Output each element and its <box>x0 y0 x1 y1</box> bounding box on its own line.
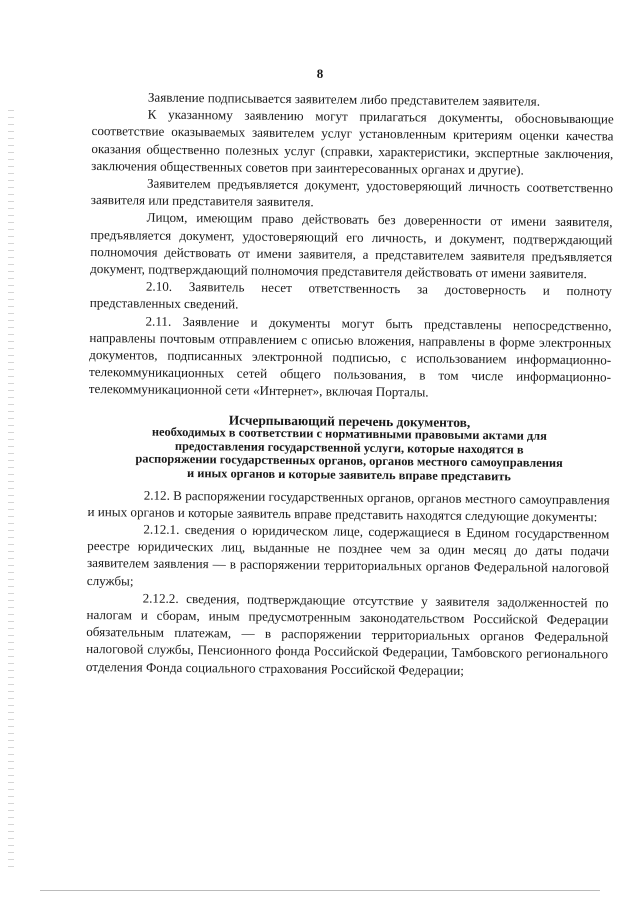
scan-margin-artifact <box>8 110 14 870</box>
paragraph: 2.10. Заявитель несет ответственность за достоверность и полноту представленных сведений. <box>89 278 612 312</box>
paragraph: 2.11. Заявление и документы могут быть представлены непосредственно, направлены почтовым отправлением с описью вложения, направлены в форме электронных документов, подписанных электронной подписью, с использованием информационно-телекоммуникационных сетей общего пользования, в том числе информационно-телекоммуникационной сети «Интернет», включая Порталы. <box>88 313 612 400</box>
heading-line: Исчерпывающий перечень документов, <box>228 412 471 430</box>
paragraph: Лицом, имеющим право действовать без доверенности от имени заявителя, предъявляется документ, удостоверяющий его личность, и документ, подтверждающий полномочия действовать от имени заявителя, а представителем заявителя предъявляется документ, подтверждающий полномочия представителя действовать от имени заявителя. <box>90 210 613 282</box>
body-text <box>86 88 614 680</box>
paragraph: К указанному заявлению могут прилагаться документы, обосновывающие соответствие оказываемых заявителем услуг установленным критериям оценки качества оказания общественно полезных услуг (справки, характеристики, экспертные заключения, заключения общественных советов при заинтересованных органах и другие). <box>91 106 614 178</box>
paragraph: 2.12.1. сведения о юридическом лице, содержащиеся в Едином государственном реестре юридических лиц, выданные не позднее чем за один месяц до даты подачи заявителем заявления — в распоряжении территориальных органов Федеральной налоговой службы; <box>86 521 610 589</box>
paragraph: Заявителем предъявляется документ, удостоверяющий личность соответственно заявителя или представителя заявителя. <box>90 175 614 210</box>
section-heading <box>88 412 611 485</box>
heading-line: и иных органов и которые заявитель вправе представить <box>186 466 511 484</box>
page-number: 8 <box>316 66 324 81</box>
paragraph: Заявление подписывается заявителем либо представителем заявителя. <box>147 89 541 109</box>
paragraph: 2.12. В распоряжении государственных органов, органов местного самоуправления и иных органов и которые заявитель вправе представить находятся следующие документы: <box>87 487 610 525</box>
scan-bottom-edge <box>40 890 600 891</box>
paragraph: 2.12.2. сведения, подтверждающие отсутствие у заявителя задолженностей по налогам и сборам, иным предусмотренным законодательством Российской Федерации обязательным платежам, — в распоряжении территориальных органов Федеральной налоговой службы, Пенсионного фонда Российской Федерации, Тамбовского регионального отделения Фонда социального страхования Российской Федерации; <box>85 590 609 678</box>
heading-line: предоставления государственной услуги, которые находятся в <box>174 438 524 457</box>
heading-line: распоряжении государственных органов, органов местного самоуправления <box>135 451 563 471</box>
heading-line: необходимых в соответствии с нормативными правовыми актами для <box>151 424 547 444</box>
